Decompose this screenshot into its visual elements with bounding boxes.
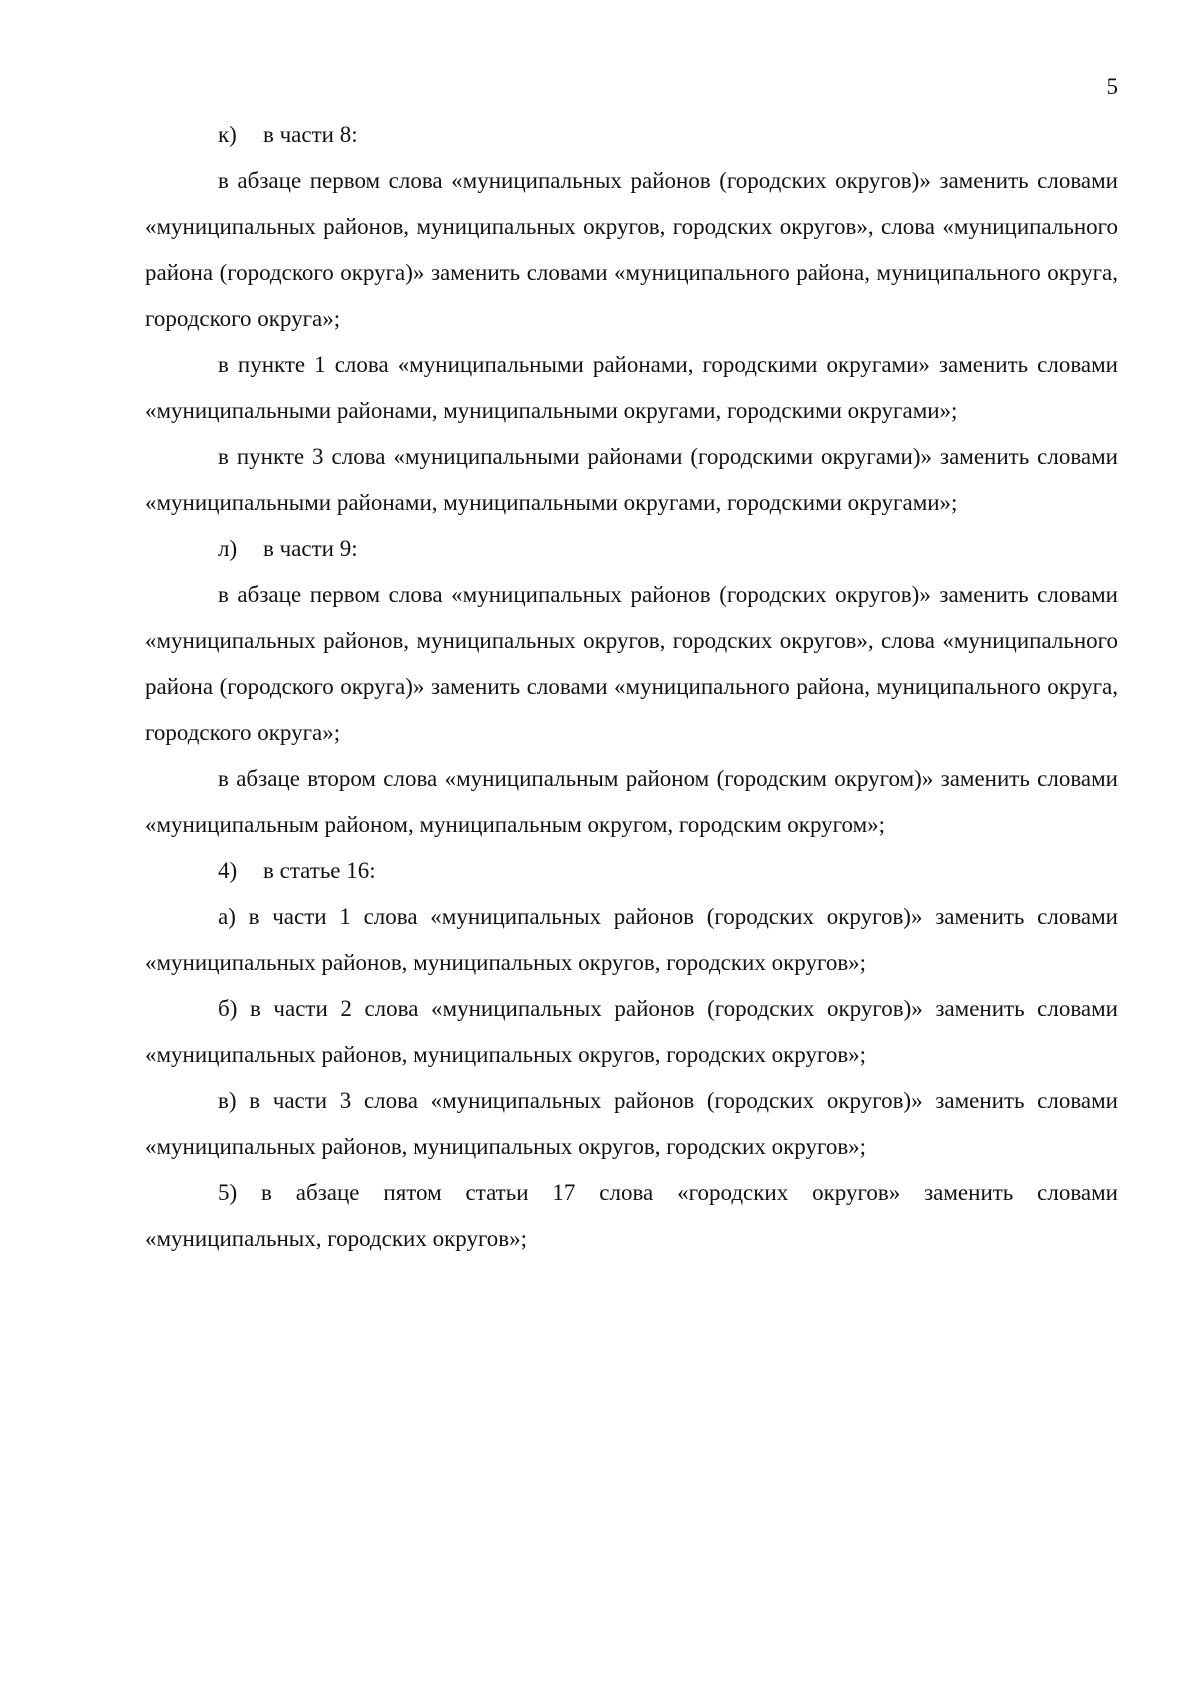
paragraph: в пункте 1 слова «муниципальными районами, городскими округами» заменить словами «муниципальными районами, муниципальными округами, городскими округами»; — [145, 352, 1118, 423]
paragraph: б) в части 2 слова «муниципальных районов (городских округов)» заменить словами «муниципальных районов, муниципальных округов, городских округов»; — [145, 996, 1118, 1067]
paragraph: 5) в абзаце пятом статьи 17 слова «городских округов» заменить словами «муниципальных, городских округов»; — [145, 1180, 1118, 1251]
list-item-text: в части 8: — [263, 122, 358, 147]
paragraph: в пункте 3 слова «муниципальными районами (городскими округами)» заменить словами «муниципальными районами, муниципальными округами, городскими округами»; — [145, 444, 1118, 515]
document-body — [145, 112, 1118, 1262]
list-marker: 4) — [218, 858, 238, 883]
list-item-k — [145, 112, 1118, 158]
paragraph: в) в части 3 слова «муниципальных районов (городских округов)» заменить словами «муниципальных районов, муниципальных округов, городских округов»; — [145, 1088, 1118, 1159]
list-item-text: в части 9: — [263, 536, 358, 561]
paragraph: в абзаце первом слова «муниципальных районов (городских округов)» заменить словами «муниципальных районов, муниципальных округов, городских округов», слова «муниципального района (городского округа)» заменить словами «муниципального района, муниципального округа, городского округа»; — [145, 168, 1118, 331]
paragraph: а) в части 1 слова «муниципальных районов (городских округов)» заменить словами «муниципальных районов, муниципальных округов, городских округов»; — [145, 904, 1118, 975]
list-item-4 — [145, 848, 1118, 894]
list-marker: к) — [218, 122, 237, 147]
paragraph: в абзаце втором слова «муниципальным районом (городским округом)» заменить словами «муниципальным районом, муниципальным округом, городским округом»; — [145, 766, 1118, 837]
list-item-l — [145, 526, 1118, 572]
page-number: 5 — [1106, 74, 1118, 99]
list-marker: л) — [218, 536, 238, 561]
paragraph: в абзаце первом слова «муниципальных районов (городских округов)» заменить словами «муниципальных районов, муниципальных округов, городских округов», слова «муниципального района (городского округа)» заменить словами «муниципального района, муниципального округа, городского округа»; — [145, 582, 1118, 745]
list-item-text: в статье 16: — [263, 858, 376, 883]
